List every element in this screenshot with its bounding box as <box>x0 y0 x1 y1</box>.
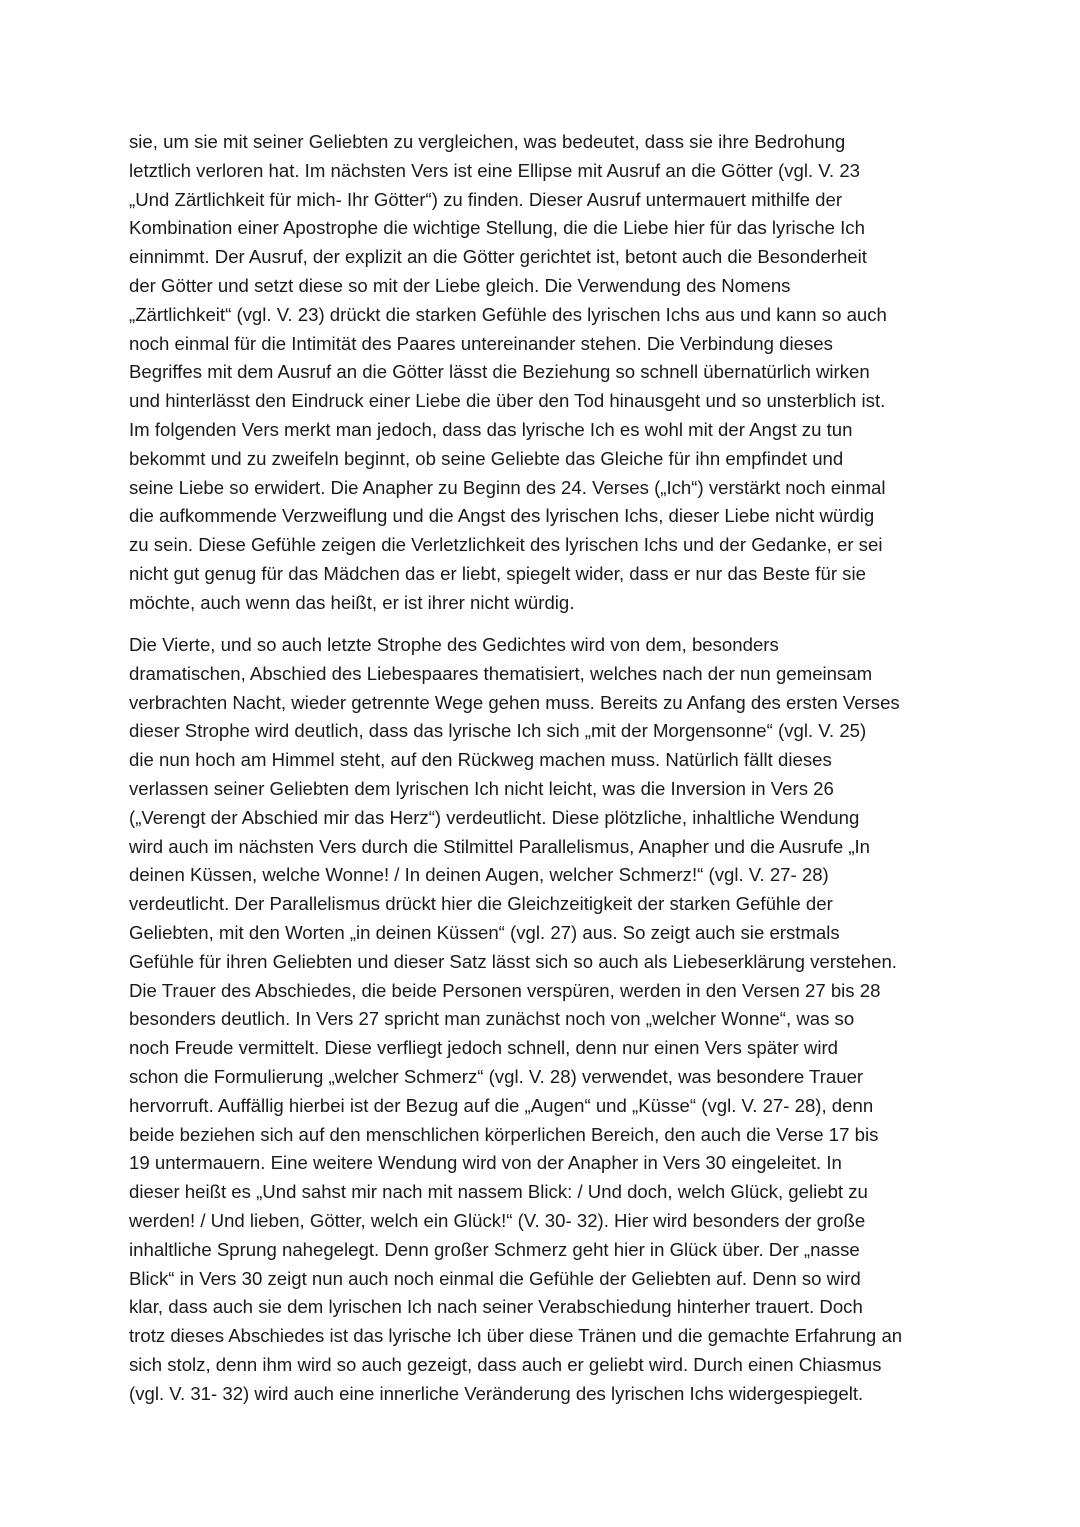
text-line: trotz dieses Abschiedes ist das lyrische Ich über diese Tränen und die gemachte Erfahrung an <box>129 1325 903 1347</box>
text-line: („Verengt der Abschied mir das Herz“) verdeutlicht. Diese plötzliche, inhaltliche Wendung <box>129 806 860 828</box>
text-line: Begriffes mit dem Ausruf an die Götter lässt die Beziehung so schnell übernatürlich wirken <box>129 361 870 383</box>
text-line: verbrachten Nacht, wieder getrennte Wege gehen muss. Bereits zu Anfang des ersten Verses <box>129 691 900 713</box>
text-line: Kombination einer Apostrophe die wichtige Stellung, die die Liebe hier für das lyrische Ich <box>129 217 865 239</box>
text-line: hervorruft. Auffällig hierbei ist der Bezug auf die „Augen“ und „Küsse“ (vgl. V. 27- 28), denn <box>129 1094 874 1116</box>
text-line: Geliebten, mit den Worten „in deinen Küssen“ (vgl. 27) aus. So zeigt auch sie erstmals <box>129 921 840 943</box>
text-line: der Götter und setzt diese so mit der Liebe gleich. Die Verwendung des Nomens <box>129 274 791 296</box>
text-line: nicht gut genug für das Mädchen das er liebt, spiegelt wider, dass er nur das Beste für sie <box>129 562 866 584</box>
text-line: möchte, auch wenn das heißt, er ist ihrer nicht würdig. <box>129 591 575 613</box>
text-line: dieser heißt es „Und sahst mir nach mit nassem Blick: / Und doch, welch Glück, geliebt zu <box>129 1181 868 1203</box>
text-line: dramatischen, Abschied des Liebespaares thematisiert, welches nach der nun gemeinsam <box>129 662 873 684</box>
paragraph-analysis-stanza-three <box>129 128 959 618</box>
paragraph-analysis-stanza-four <box>129 631 959 1409</box>
text-line: zu sein. Diese Gefühle zeigen die Verletzlichkeit des lyrischen Ichs und der Gedanke, er sei <box>129 534 883 556</box>
text-line: die aufkommende Verzweiflung und die Angst des lyrischen Ichs, dieser Liebe nicht würdig <box>129 505 875 527</box>
text-line: Blick“ in Vers 30 zeigt nun auch noch einmal die Gefühle der Geliebten auf. Denn so wird <box>129 1267 861 1289</box>
text-line: Im folgenden Vers merkt man jedoch, dass das lyrische Ich es wohl mit der Angst zu tun <box>129 418 853 440</box>
text-line: klar, dass auch sie dem lyrischen Ich nach seiner Verabschiedung hinterher trauert. Doch <box>129 1296 863 1318</box>
text-line: schon die Formulierung „welcher Schmerz“ (vgl. V. 28) verwendet, was besondere Trauer <box>129 1065 864 1087</box>
text-line: besonders deutlich. In Vers 27 spricht man zunächst noch von „welcher Wonne“, was so <box>129 1008 855 1030</box>
text-line: verlassen seiner Geliebten dem lyrischen Ich nicht leicht, was die Inversion in Vers 26 <box>129 777 834 799</box>
text-line: werden! / Und lieben, Götter, welch ein Glück!“ (V. 30- 32). Hier wird besonders der große <box>129 1209 866 1231</box>
text-line: dieser Strophe wird deutlich, dass das lyrische Ich sich „mit der Morgensonne“ (vgl. V. 25) <box>129 720 867 742</box>
text-line: letztlich verloren hat. Im nächsten Vers ist eine Ellipse mit Ausruf an die Götter (vgl. V. 23 <box>129 159 861 181</box>
text-line: „Und Zärtlichkeit für mich- Ihr Götter“) zu finden. Dieser Ausruf untermauert mithilfe der <box>129 188 843 210</box>
text-line: „Zärtlichkeit“ (vgl. V. 23) drückt die starken Gefühle des lyrischen Ichs aus und kann so auch <box>129 303 887 325</box>
text-line: Gefühle für ihren Geliebten und dieser Satz lässt sich so auch als Liebeserklärung verstehen. <box>129 950 897 972</box>
text-line: und hinterlässt den Eindruck einer Liebe die über den Tod hinausgeht und so unsterblich ist. <box>129 390 886 412</box>
text-line: wird auch im nächsten Vers durch die Stilmittel Parallelismus, Anapher und die Ausrufe „In <box>129 835 871 857</box>
text-line: seine Liebe so erwidert. Die Anapher zu Beginn des 24. Verses („Ich“) verstärkt noch einmal <box>129 476 886 498</box>
text-line: sich stolz, denn ihm wird so auch gezeigt, dass auch er geliebt wird. Durch einen Chiasmus <box>129 1353 882 1375</box>
text-line: einnimmt. Der Ausruf, der explizit an die Götter gerichtet ist, betont auch die Besonderheit <box>129 246 867 268</box>
text-line: noch einmal für die Intimität des Paares untereinander stehen. Die Verbindung dieses <box>129 332 833 354</box>
text-line: (vgl. V. 31- 32) wird auch eine innerliche Veränderung des lyrischen Ichs widergespiegelt. <box>129 1382 864 1404</box>
text-line: inhaltliche Sprung nahegelegt. Denn großer Schmerz geht hier in Glück über. Der „nasse <box>129 1238 860 1260</box>
text-line: beide beziehen sich auf den menschlichen körperlichen Bereich, den auch die Verse 17 bis <box>129 1123 879 1145</box>
text-line: verdeutlicht. Der Parallelismus drückt hier die Gleichzeitigkeit der starken Gefühle der <box>129 893 833 915</box>
text-line: bekommt und zu zweifeln beginnt, ob seine Geliebte das Gleiche für ihn empfindet und <box>129 447 844 469</box>
text-line: die nun hoch am Himmel steht, auf den Rückweg machen muss. Natürlich fällt dieses <box>129 749 832 771</box>
text-line: 19 untermauern. Eine weitere Wendung wird von der Anapher in Vers 30 eingeleitet. In <box>129 1152 842 1174</box>
text-line: Die Vierte, und so auch letzte Strophe des Gedichtes wird von dem, besonders <box>129 634 779 655</box>
text-line: Die Trauer des Abschiedes, die beide Personen verspüren, werden in den Versen 27 bis 28 <box>129 979 881 1001</box>
text-line: sie, um sie mit seiner Geliebten zu vergleichen, was bedeutet, dass sie ihre Bedrohung <box>129 131 846 152</box>
text-line: deinen Küssen, welche Wonne! / In deinen Augen, welcher Schmerz!“ (vgl. V. 27- 28) <box>129 864 829 886</box>
text-line: noch Freude vermittelt. Diese verfliegt jedoch schnell, denn nur einen Vers später wird <box>129 1037 838 1059</box>
